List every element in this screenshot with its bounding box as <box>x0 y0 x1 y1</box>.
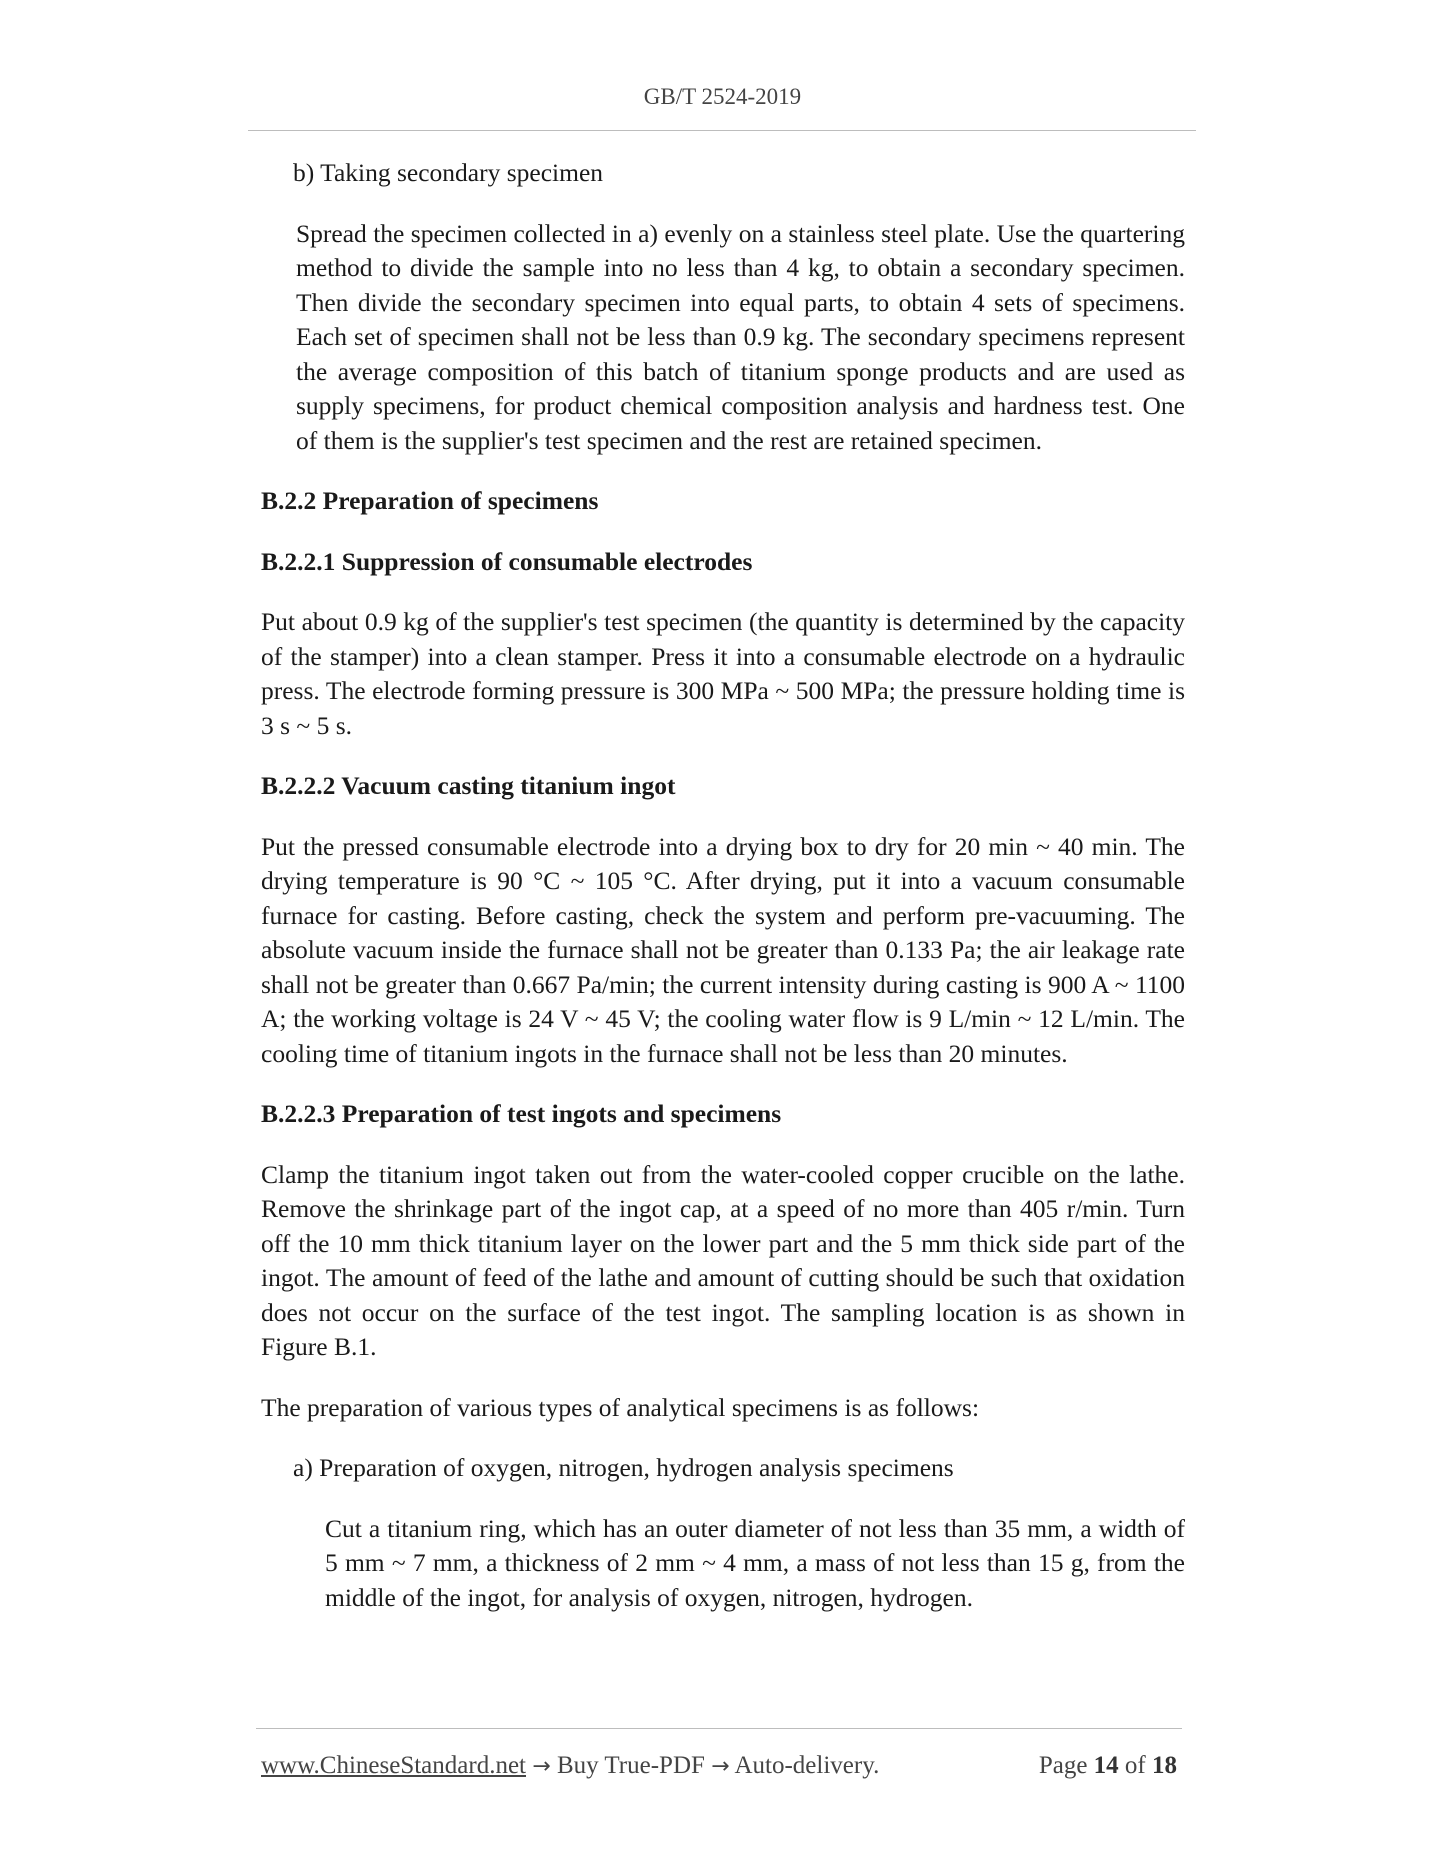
page-total: 18 <box>1152 1752 1177 1779</box>
item-b-text: Spread the specimen collected in a) evenly on a stainless steel plate. Use the quartering method to divide the sample into no less than 4 kg, to obtain a secondary specimen. Then divide the secondary specimen into equal parts, to obtain 4 sets of specimens. Each set of specimen shall not be less than 0.9 kg. The secondary specimens represent the average composition of this batch of titanium sponge products and are used as supply specimens, for product chemical composition analysis and hardness test. One of them is the supplier's test specimen and the rest are retained specimen. <box>296 218 1185 455</box>
heading-b22: B.2.2 Preparation of specimens <box>261 486 599 515</box>
paragraph-b223: Clamp the titanium ingot taken out from the water-cooled copper crucible on the lathe. Remove the shrinkage part of the ingot cap, at a speed of no more than 405 r/min. Turn off the 10 mm thick titanium layer on the lower part and the 5 mm thick side part of the ingot. The amount of feed of the lathe and amount of cutting should be such that oxidation does not occur on the surface of the test ingot. The sampling location is as shown in Figure B.1. <box>261 1159 1185 1361</box>
document-body <box>261 156 1185 1615</box>
auto-delivery-text: Auto-delivery. <box>734 1752 880 1779</box>
arrow-right-icon: → <box>711 1754 730 1779</box>
page-number: 14 <box>1093 1752 1119 1779</box>
header-divider <box>248 130 1196 131</box>
item-a-text: Cut a titanium ring, which has an outer diameter of not less than 35 mm, a width of 5 mm ~ 7 mm, a thickness of 2 mm ~ 4 mm, a mass of not less than 15 g, from the middle of the ingot, for analysis of oxygen, nitrogen, hydrogen. <box>325 1513 1185 1612</box>
of-label: of <box>1124 1752 1146 1779</box>
paragraph-b221: Put about 0.9 kg of the supplier's test specimen (the quantity is determined by the capacity of the stamper) into a clean stamper. Press it into a consumable electrode on a hydraulic press. The electrode forming pressure is 300 MPa ~ 500 MPa; the pressure holding time is 3 s ~ 5 s. <box>261 607 1185 740</box>
page-label: Page <box>1038 1752 1088 1779</box>
heading-b221: B.2.2.1 Suppression of consumable electrodes <box>261 546 753 576</box>
page-header: GB/T 2524-2019 <box>643 84 802 109</box>
paragraph-prep-intro: The preparation of various types of analytical specimens is as follows: <box>261 1392 980 1422</box>
page-indicator <box>1039 1752 1177 1780</box>
footer-divider <box>256 1728 1182 1729</box>
heading-b222: B.2.2.2 Vacuum casting titanium ingot <box>261 771 676 800</box>
heading-b223: B.2.2.3 Preparation of test ingots and specimens <box>261 1099 782 1128</box>
arrow-right-icon: → <box>532 1754 551 1779</box>
website-link[interactable]: www.ChineseStandard.net <box>261 1752 526 1779</box>
paragraph-b222: Put the pressed consumable electrode into a drying box to dry for 20 min ~ 40 min. The drying temperature is 90 °C ~ 105 °C. After drying, put it into a vacuum consumable furnace for casting. Before casting, check the system and perform pre-vacuuming. The absolute vacuum inside the furnace shall not be greater than 0.133 Pa; the air leakage rate shall not be greater than 0.667 Pa/min; the current intensity during casting is 900 A ~ 1100 A; the working voltage is 24 V ~ 45 V; the cooling water flow is 9 L/min ~ 12 L/min. The cooling time of titanium ingots in the furnace shall not be less than 20 minutes. <box>261 831 1185 1068</box>
footer-promo <box>261 1752 879 1780</box>
item-a-label: a) Preparation of oxygen, nitrogen, hydrogen analysis specimens <box>293 1453 954 1482</box>
item-b-label: b) Taking secondary specimen <box>293 158 604 187</box>
buy-pdf-text: Buy True-PDF <box>556 1752 705 1779</box>
